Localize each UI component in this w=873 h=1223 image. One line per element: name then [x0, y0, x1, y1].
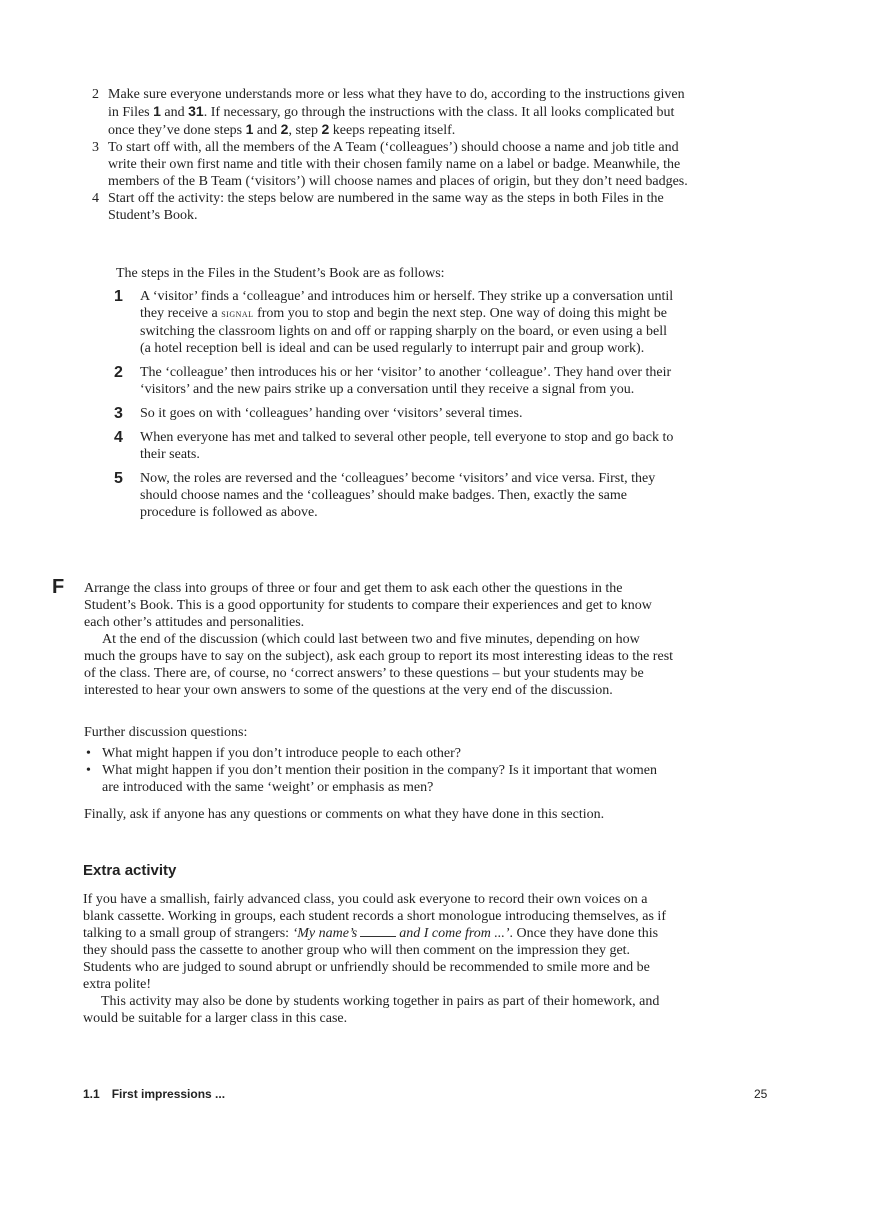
step-number: 4 — [114, 429, 123, 446]
paragraph: At the end of the discussion (which could last between two and five minutes, depending on how much the groups have to say on the subject), ask each group to report its most interesting ideas to the rest of the class. There are, of course, no ‘correct answers’ to these questions – but your students may be interested to hear your own answers to some of the questions at the very end of the discussion. — [84, 632, 674, 698]
paragraph: Arrange the class into groups of three or four and get them to ask each other the questions in the Student’s Book. This is a good opportunity for students to compare their experiences and get to know each other’s attitudes and personalities. — [84, 581, 652, 630]
list-item: 2 Make sure everyone understands more or less what they have to do, according to the instructions given in Files 1 and 31. If necessary, go through the instructions with the class. It all looks complicated but once they’ve done steps 1 and 2, step 2 keeps repeating itself. — [92, 87, 685, 138]
paragraph: If you have a smallish, fairly advanced class, you could ask everyone to record their own voices on a blank cassette. Working in groups, each student records a short monologue introducing themselves, as if talking to a small group of strangers: ‘My name’s and I come from ...’. Once they have done this they should pass the cassette to another group who will then comment on the impression they get. Students who are judged to sound abrupt or unfriendly should be recommended to smile more and be extra polite! — [83, 892, 666, 992]
paragraph: This activity may also be done by students working together in pairs as part of their homework, and would be suitable for a larger class in this case. — [83, 994, 660, 1026]
step-item: 2 The ‘colleague’ then introduces his or her ‘visitor’ to another ‘colleague’. They hand over their ‘visitors’ and the new pairs strike up a conversation until they receive a signal from you. — [114, 364, 672, 397]
step-number: 2 — [114, 364, 123, 381]
steps-intro: The steps in the Files in the Student’s Book are as follows: — [116, 266, 445, 281]
step-item: 3 So it goes on with ‘colleagues’ handing over ‘visitors’ several times. — [114, 405, 523, 422]
bullet-icon: • — [86, 746, 91, 761]
list-item: • What might happen if you don’t introduce people to each other? — [86, 746, 461, 761]
step-item: 5 Now, the roles are reversed and the ‘colleagues’ become ‘visitors’ and vice versa. First, they should choose names and the ‘colleagues’ should make badges. Then, exactly the same procedure is followed as above. — [114, 470, 656, 520]
section-title: First impressions ... — [111, 1087, 226, 1101]
running-footer — [83, 1087, 225, 1101]
step-item: 4 When everyone has met and talked to several other people, tell everyone to stop and go back to their seats. — [114, 429, 674, 462]
item-number: 3 — [92, 140, 99, 155]
bullet-icon: • — [86, 763, 91, 778]
step-item: 1 A ‘visitor’ finds a ‘colleague’ and introduces him or herself. They strike up a conversation until they receive a signal from you to stop and begin the next step. One way of doing this might be switching the classroom lights on and off or rapping sharply on the board, or even using a bell (a hotel reception bell is ideal and can be used regularly to interrupt pair and group work). — [114, 288, 674, 356]
blank-line — [360, 926, 396, 937]
numbered-instructions — [92, 86, 692, 224]
section-letter: F — [52, 576, 65, 598]
page-number: 25 — [754, 1087, 768, 1101]
step-number: 5 — [114, 470, 123, 487]
item-number: 2 — [92, 87, 99, 102]
list-item: 3 To start off with, all the members of the A Team (‘colleagues’) should choose a name and job title and write their own first name and title with their chosen family name on a label or badge. Meanwhile, the members of the B Team (‘visitors’) will choose names and places of origin, but they don’t need badges. — [92, 140, 688, 189]
list-item: 4 Start off the activity: the steps below are numbered in the same way as the steps in both Files in the Student’s Book. — [92, 191, 664, 223]
item-number: 4 — [92, 191, 99, 206]
steps-list — [114, 288, 674, 528]
step-number: 3 — [114, 405, 123, 422]
bullet-list — [84, 745, 674, 796]
section-heading: Extra activity — [83, 862, 177, 879]
further-questions-label: Further discussion questions: — [84, 725, 248, 740]
section-number: 1.1 — [83, 1087, 100, 1101]
step-number: 1 — [114, 288, 123, 305]
list-item: • What might happen if you don’t mention their position in the company? Is it important that women are introduced with the same ‘weight’ or emphasis as men? — [86, 763, 657, 795]
extra-activity-text — [83, 891, 673, 1027]
section-f-text — [84, 580, 674, 699]
paragraph: Finally, ask if anyone has any questions or comments on what they have done in this section. — [84, 807, 605, 822]
